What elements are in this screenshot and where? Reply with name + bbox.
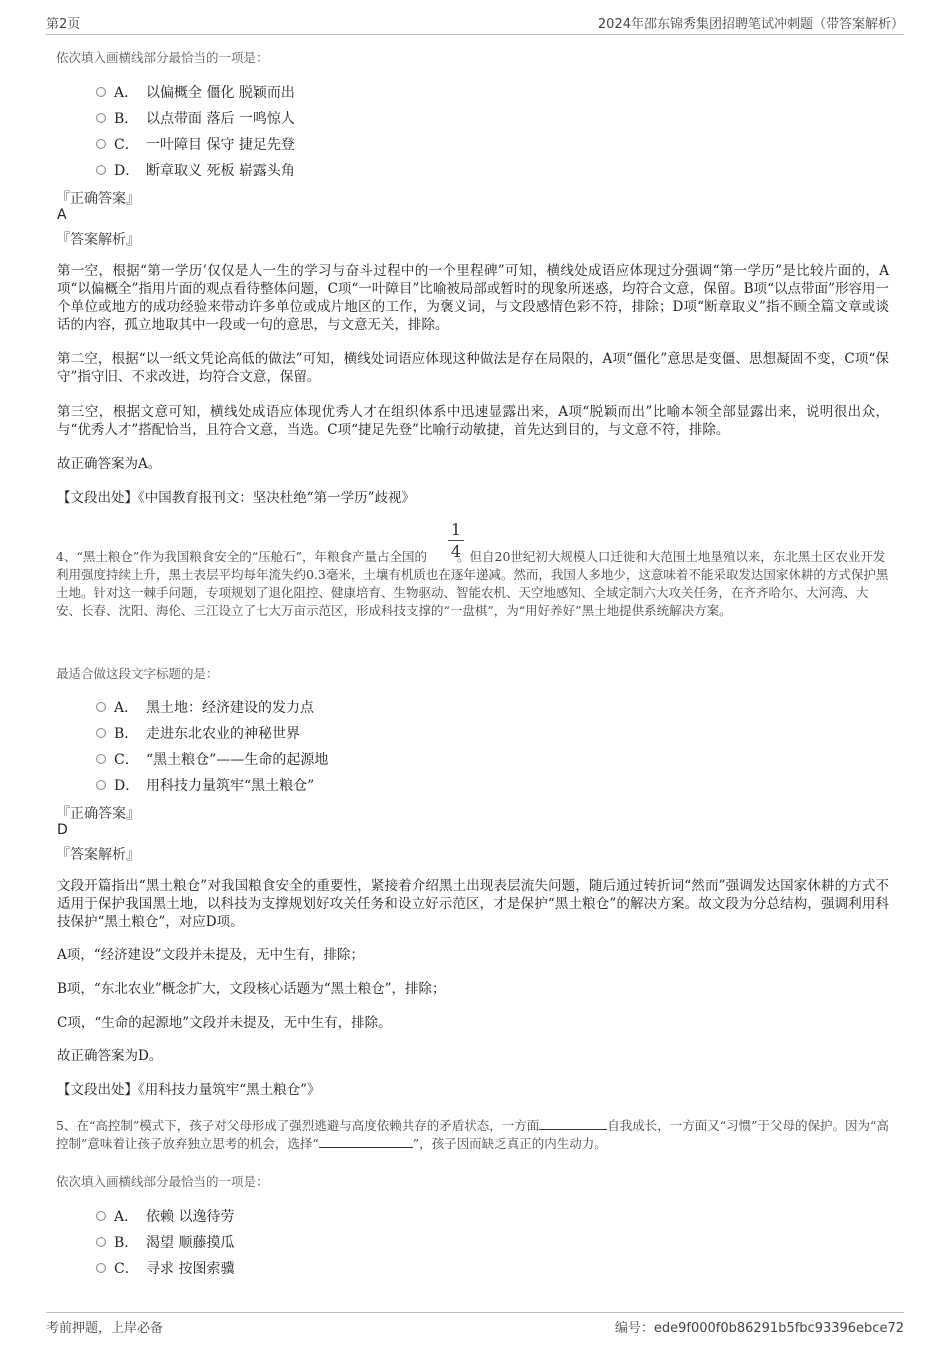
q4-answer: D	[57, 822, 68, 838]
radio-icon[interactable]	[96, 1263, 106, 1273]
q3-option-c[interactable]: C． 一叶障目 保守 捷足先登	[96, 134, 295, 154]
q4-source: 【文段出处】《用科技力量筑牢“黑土粮仓”》	[57, 1082, 321, 1098]
radio-icon[interactable]	[96, 165, 106, 175]
page-number: 第2页	[46, 16, 81, 32]
q4-stem: 4、“黑土粮仓”作为我国粮食安全的“压舱石”，年粮食产量占全国的 。但自20世纪初大规模人口迁徙和大范围土地垦殖以来，东北黑土区农业开发利用强度持续上升，黑土表层平均每年流失约0.3毫米，土壤有机质也在逐年递减。然而，我国人多地少，这意味着不能采取发达国家休耕的方式保护黑土地。针对这一棘手问题，专项规划了退化阻控、健康培育、生物驱动、智能农机、天空地感知、全域定制六大攻关任务，在齐齐哈尔、大河湾、大安、长春、沈阳、海伦、三江设立了七大万亩示范区，形成科技支撑的“一盘棋”，为“用好养好”黑土地提供系统解决方案。	[56, 549, 889, 618]
q5-option-b[interactable]: B． 渴望 顺藤摸瓜	[96, 1232, 234, 1252]
document-title: 2024年邵东锦秀集团招聘笔试冲刺题（带答案解析）	[597, 16, 904, 32]
q3-option-a[interactable]: A． 以偏概全 僵化 脱颖而出	[96, 82, 295, 102]
q5-option-a[interactable]: A． 依赖 以逸待劳	[96, 1206, 234, 1226]
q3-answer: A	[57, 207, 67, 223]
radio-icon[interactable]	[96, 780, 106, 790]
q4-analysis-option-b: B项，“东北农业”概念扩大，文段核心话题为“黑土粮仓”，排除；	[57, 981, 446, 997]
q4-analysis-option-c: C项，“生命的起源地”文段并未提及，无中生有，排除。	[57, 1015, 392, 1031]
q4-analysis-label: 『答案解析』	[56, 847, 140, 863]
radio-icon[interactable]	[96, 113, 106, 123]
q4-answer-label: 『正确答案』	[56, 806, 140, 822]
page-header	[46, 12, 904, 35]
q3-analysis-conclusion: 故正确答案为A。	[57, 456, 162, 472]
q3-analysis-para-1: 第一空，根据“第一学历’仅仅是人一生的学习与奋斗过程中的一个里程碑”可知，横线处成语应体现过分强调“第一学历”是比较片面的，A项“以偏概全”指用片面的观点看待整体问题，C项“一叶障目”比喻被局部或暂时的现象所迷惑，均符合文意，保留。B项“以点带面”形容用一个单位或地方的成功经验来带动许多单位或成片地区的工作，为褒义词，与文段感情色彩不符，排除；D项“断章取义”指不顾全篇文章或谈话的内容，孤立地取其中一段或一句的意思，与文意无关，排除。	[57, 263, 889, 333]
document-code: 编号：ede9f000f0b86291b5fbc93396ebce72	[614, 1320, 904, 1336]
radio-icon[interactable]	[96, 702, 106, 712]
q5-stem: 5、在“高控制”模式下，孩子对父母形成了强烈逃避与高度依赖共存的矛盾状态，一方面 自我成长，一方面又“习惯”于父母的保护。因为“高控制”意味着让孩子放弃独立思考的机会，选择“ ”，孩子因而缺乏真正的内生动力。	[56, 1118, 889, 1151]
radio-icon[interactable]	[96, 728, 106, 738]
q3-analysis-para-3: 第三空，根据文意可知，横线处成语应体现优秀人才在组织体系中迅速显露出来，A项“脱颖而出”比喻本领全部显露出来，说明很出众，与“优秀人才”搭配恰当，且符合文意，当选。C项“捷足先登”比喻行动敏捷，首先达到目的，与文意不符，排除。	[57, 404, 889, 438]
fill-blank	[539, 1117, 607, 1130]
q4-option-d[interactable]: D． 用科技力量筑牢“黑土粮仓”	[96, 775, 314, 795]
q4-analysis-conclusion: 故正确答案为D。	[57, 1048, 163, 1064]
q3-prompt: 依次填入画横线部分最恰当的一项是：	[56, 50, 269, 65]
fill-blank	[319, 1135, 413, 1148]
q3-answer-label: 『正确答案』	[56, 191, 140, 207]
q4-option-c[interactable]: C． “黑土粮仓”——生命的起源地	[96, 749, 328, 769]
q5-prompt: 依次填入画横线部分最恰当的一项是：	[56, 1174, 269, 1189]
page-footer	[46, 1312, 904, 1336]
radio-icon[interactable]	[96, 1211, 106, 1221]
q4-analysis-para-1: 文段开篇指出“黑土粮仓”对我国粮食安全的重要性，紧接着介绍黑土出现表层流失问题，随后通过转折词“然而”强调发达国家休耕的方式不适用于保护我国黑土地，以科技为支撑规划好攻关任务和设立好示范区，才是保护“黑土粮仓”的解决方案。故文段为分总结构，强调利用科技保护“黑土粮仓”，对应D项。	[57, 878, 889, 930]
q4-option-b[interactable]: B． 走进东北农业的神秘世界	[96, 723, 300, 743]
q3-option-d[interactable]: D． 断章取义 死板 崭露头角	[96, 160, 295, 180]
q5-option-c[interactable]: C． 寻求 按图索骥	[96, 1258, 234, 1278]
radio-icon[interactable]	[96, 139, 106, 149]
radio-icon[interactable]	[96, 1237, 106, 1247]
q3-analysis-para-2: 第二空，根据“以一纸文凭论高低的做法”可知，横线处词语应体现这种做法是存在局限的，A项“僵化”意思是变僵、思想凝固不变，C项“保守”指守旧、不求改进，均符合文意，保留。	[57, 351, 889, 385]
q4-prompt: 最适合做这段文字标题的是：	[56, 666, 219, 681]
q3-analysis-label: 『答案解析』	[56, 232, 140, 248]
q4-option-a[interactable]: A． 黑土地：经济建设的发力点	[96, 697, 314, 717]
radio-icon[interactable]	[96, 754, 106, 764]
q3-source: 【文段出处】《中国教育报刊文：坚决杜绝“第一学历”歧视》	[57, 490, 416, 506]
fraction-one-quarter: 1 4	[448, 520, 464, 561]
q3-option-b[interactable]: B． 以点带面 落后 一鸣惊人	[96, 108, 295, 128]
q4-analysis-option-a: A项，“经济建设”文段并未提及，无中生有，排除；	[57, 947, 365, 963]
footer-slogan: 考前押题，上岸必备	[46, 1320, 164, 1336]
radio-icon[interactable]	[96, 87, 106, 97]
